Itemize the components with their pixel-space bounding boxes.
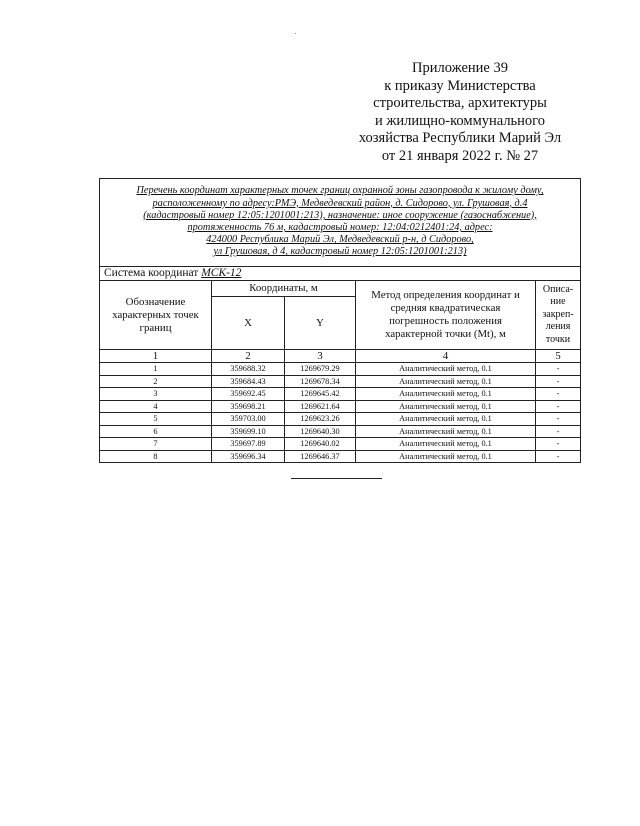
cell-description: - <box>536 450 581 463</box>
cell-method: Аналитический метод, 0.1 <box>356 413 536 426</box>
coordinates-table <box>99 178 581 463</box>
scan-speck <box>295 33 296 34</box>
cell-y: 1269640.02 <box>285 438 356 451</box>
closing-divider <box>291 478 382 479</box>
title-line: (кадастровый номер 12:05:1201001:213), назначение: иное сооружение (газоснабжение), <box>143 209 537 221</box>
cell-y: 1269623.26 <box>285 413 356 426</box>
header-method: Метод определения координат и средняя квадратическая погрешность положения характерной точки (Mt), м <box>356 281 536 350</box>
column-number: 1 <box>100 350 212 363</box>
cell-description: - <box>536 400 581 413</box>
cell-x: 359697.89 <box>212 438 285 451</box>
cell-y: 1269646.37 <box>285 450 356 463</box>
title-line: расположенному по адресу:РМЭ, Медведевский район, д. Сидорово, ул. Грушовая, д.4 <box>152 197 528 209</box>
table-row <box>100 438 581 451</box>
cell-point: 8 <box>100 450 212 463</box>
cell-method: Аналитический метод, 0.1 <box>356 450 536 463</box>
cell-y: 1269640.30 <box>285 425 356 438</box>
cell-x: 359698.21 <box>212 400 285 413</box>
cell-method: Аналитический метод, 0.1 <box>356 388 536 401</box>
column-number: 3 <box>285 350 356 363</box>
appendix-header <box>300 60 620 165</box>
table-title <box>100 179 581 267</box>
cell-x: 359696.34 <box>212 450 285 463</box>
title-line: протяженность 76 м, кадастровый номер: 12:04:0212401:24, адрес: <box>187 222 493 233</box>
cell-y: 1269621.64 <box>285 400 356 413</box>
cell-x: 359703.00 <box>212 413 285 426</box>
header-line: от 21 января 2022 г. № 27 <box>381 147 539 164</box>
cell-point: 1 <box>100 363 212 376</box>
column-number: 4 <box>356 350 536 363</box>
cell-point: 4 <box>100 400 212 413</box>
cell-method: Аналитический метод, 0.1 <box>356 438 536 451</box>
cell-point: 7 <box>100 438 212 451</box>
cell-x: 359692.45 <box>212 388 285 401</box>
header-x: X <box>212 297 285 350</box>
cell-description: - <box>536 413 581 426</box>
cell-method: Аналитический метод, 0.1 <box>356 363 536 376</box>
coordinate-system-label: Система координат <box>104 267 202 279</box>
cell-description: - <box>536 363 581 376</box>
cell-method: Аналитический метод, 0.1 <box>356 375 536 388</box>
header-description: Описа-ние закреп-ления точки <box>536 281 581 350</box>
cell-x: 359699.10 <box>212 425 285 438</box>
cell-y: 1269679.29 <box>285 363 356 376</box>
cell-description: - <box>536 388 581 401</box>
column-number: 5 <box>536 350 581 363</box>
table-row <box>100 363 581 376</box>
cell-method: Аналитический метод, 0.1 <box>356 425 536 438</box>
table-row <box>100 388 581 401</box>
cell-description: - <box>536 375 581 388</box>
table-row <box>100 400 581 413</box>
cell-x: 359684.43 <box>212 375 285 388</box>
cell-point: 6 <box>100 425 212 438</box>
cell-point: 5 <box>100 413 212 426</box>
cell-description: - <box>536 425 581 438</box>
cell-x: 359688.32 <box>212 363 285 376</box>
table-row <box>100 375 581 388</box>
cell-description: - <box>536 438 581 451</box>
header-line: строительства, архитектуры <box>373 95 547 111</box>
coordinate-system-row <box>100 267 581 281</box>
header-coordinates: Координаты, м <box>212 281 356 297</box>
coordinate-system-value: МСК-12 <box>201 267 242 279</box>
cell-point: 3 <box>100 388 212 401</box>
cell-y: 1269645.42 <box>285 388 356 401</box>
cell-method: Аналитический метод, 0.1 <box>356 400 536 413</box>
header-line: к приказу Министерства <box>384 77 536 94</box>
title-line: 424000 Республика Марий Эл, Медведевский р-н, д Сидорово, <box>206 234 474 246</box>
title-line: Перечень координат характерных точек границ охранной зоны газопровода к жилому дому, <box>136 185 544 197</box>
header-points: Обозначение характерных точек границ <box>100 281 212 350</box>
cell-point: 2 <box>100 375 212 388</box>
header-line: Приложение 39 <box>412 60 508 76</box>
column-numbers-row <box>100 350 581 363</box>
cell-y: 1269678.34 <box>285 375 356 388</box>
header-y: Y <box>285 297 356 350</box>
title-line: ул Грушовая, д 4, кадастровый номер 12:05:1201001:213) <box>213 246 467 258</box>
table-row <box>100 413 581 426</box>
table-row <box>100 425 581 438</box>
header-line: и жилищно-коммунального <box>374 112 546 129</box>
header-line: хозяйства Республики Марий Эл <box>358 130 562 146</box>
column-number: 2 <box>212 350 285 363</box>
table-row <box>100 450 581 463</box>
